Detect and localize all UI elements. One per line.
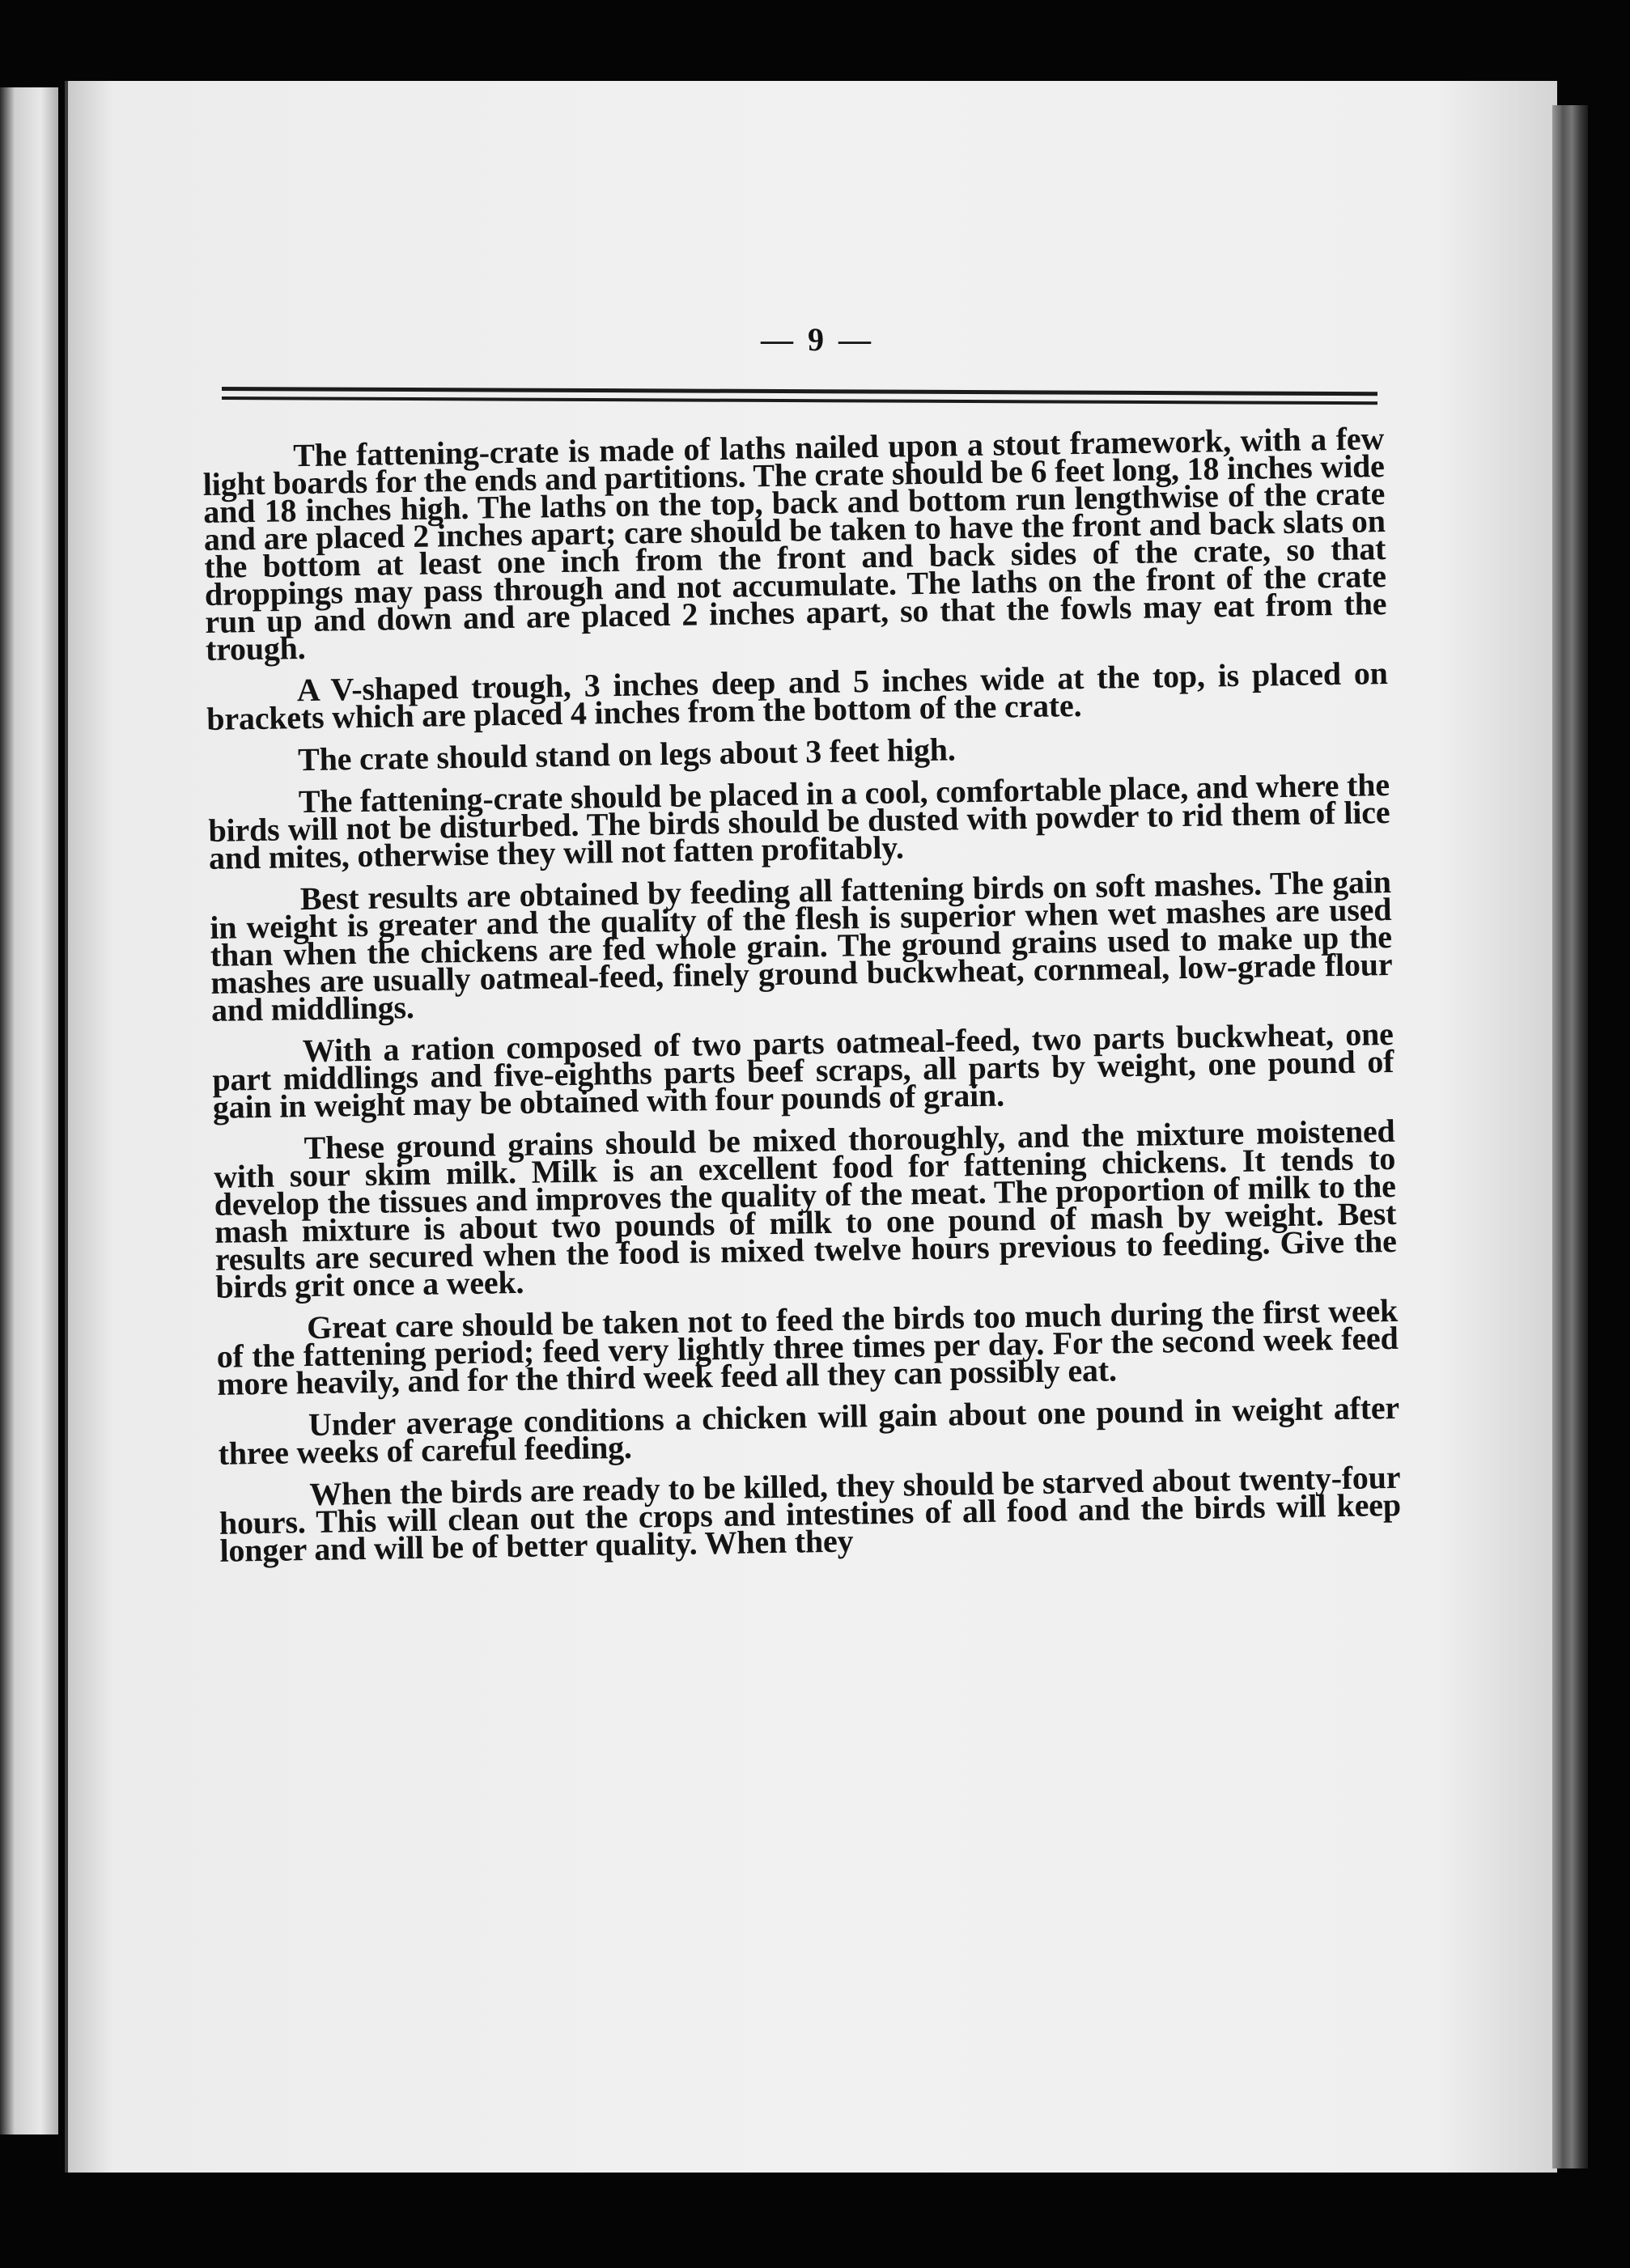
previous-page-edge [0, 87, 58, 2134]
page-number: — 9 — [761, 321, 874, 358]
body-text [202, 420, 1410, 2094]
paragraph-soft-mashes: Best results are obtained by feeding all fattening birds on soft mashes. The gain in weight is greater and the quality of the flesh is superior when wet mashes are used than when the chickens are fed whole grain. The ground grains used to make up the mashes are usually oatmeal-feed, finely ground buckwheat, cornmeal, low-grade flour and middlings. [210, 863, 1393, 1028]
paragraph-crate-legs: The crate should stand on legs about 3 feet high. [297, 731, 956, 778]
book-page-edge-shadow [1552, 105, 1588, 2168]
paragraph-mixing-milk: These ground grains should be mixed thoroughly, and the mixture moistened with sour skim milk. Milk is an excellent food for fattening chickens. It tends to develop the tissues and improves the quality of the meat. The proportion of milk to the mash mixture is about two pounds of milk to one pound of mash by weight. Best results are secured when the food is mixed twelve hours previous to feeding. Give the birds grit once a week. [213, 1112, 1398, 1305]
paragraph-trough: A V-shaped trough, 3 inches deep and 5 inches wide at the top, is placed on brackets which are placed 4 inches from the bottom of the crate. [206, 655, 1388, 737]
paragraph-killing: When the birds are ready to be killed, they should be starved about twenty-four hours. This will clean out the crops and intestines of all food and the birds will keep longer and will be of better quality. When they [219, 1458, 1402, 1569]
paragraph-feeding-schedule: Great care should be taken not to feed the birds too much during the first week of the fattening period; feed very lightly three times per day. For the second week feed more heavily, and for the third week feed all they can possibly eat. [216, 1291, 1399, 1402]
paragraph-crate-construction: The fattening-crate is made of laths nailed upon a stout framework, with a few light boards for the ends and partitions. The crate should be 6 feet long, 18 inches wide and 18 inches high. The laths on the top, back and bottom run lengthwise of the crate and are placed 2 inches apart; care should be taken to have the front and back slats on the bottom at least one inch from the front and back sides of the crate, so that droppings may pass through and not accumulate. The laths on the front of the crate run up and down and are placed 2 inches apart, so that the fowls may eat from the trough. [202, 420, 1387, 668]
paragraph-weight-gain: Under average conditions a chicken will gain about one pound in weight after three weeks of careful feeding. [218, 1388, 1400, 1472]
paragraph-ration: With a ration composed of two parts oatmeal-feed, two parts buckwheat, one part middlings and five-eighths parts beef scraps, all parts by weight, one pound of gain in weight may be obtained with four pounds of grain. [212, 1015, 1394, 1126]
paragraph-crate-placement: The fattening-crate should be placed in a cool, comfortable place, and where the birds will not be disturbed. The birds should be dusted with powder to rid them of lice and mites, otherwise they will not fatten profitably. [208, 766, 1390, 876]
